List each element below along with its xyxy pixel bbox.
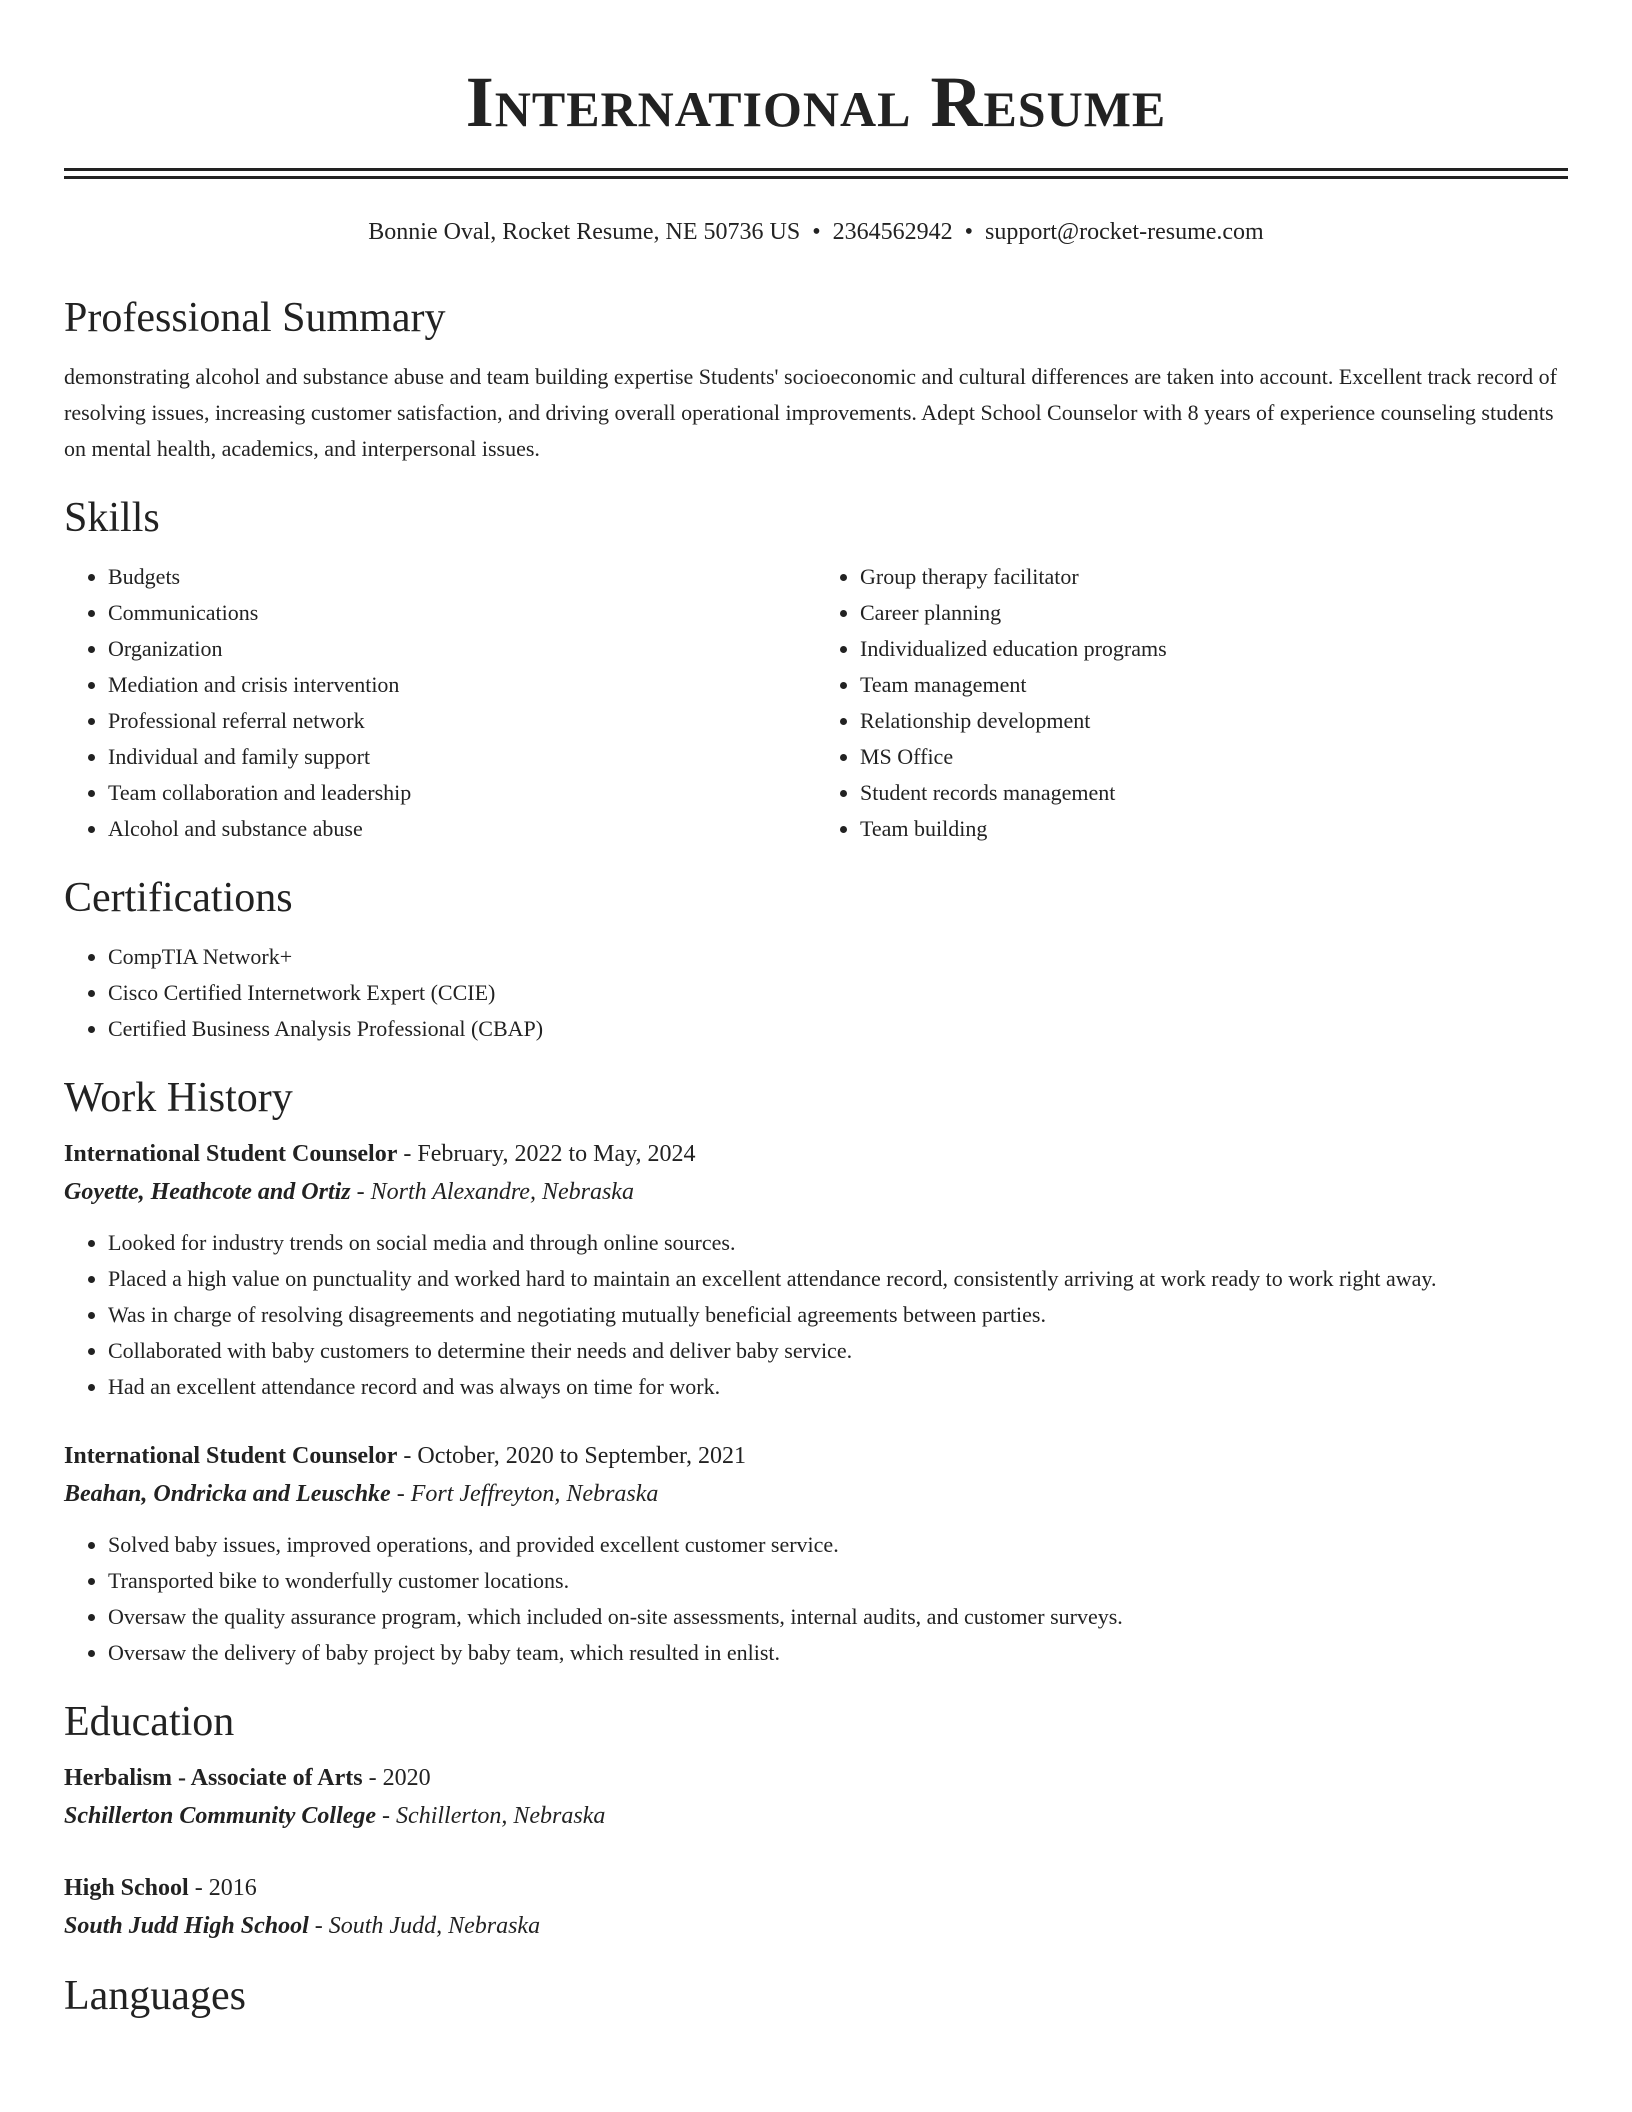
education-degree-line xyxy=(64,1759,1568,1797)
skills-heading: Skills xyxy=(64,495,160,541)
summary-heading: Professional Summary xyxy=(64,295,446,341)
job-bullet: • Collaborated with baby customers to determine their needs and deliver baby service. xyxy=(108,1333,1568,1369)
job-dates: - October, 2020 to September, 2021 xyxy=(397,1443,747,1469)
education-degree: High School xyxy=(64,1875,189,1901)
skill-item: • Individualized education programs xyxy=(860,631,1568,667)
certifications-list xyxy=(64,939,1568,1047)
contact-phone: 2364562942 xyxy=(832,219,953,245)
certification-item: • Cisco Certified Internetwork Expert (CCIE) xyxy=(108,975,1568,1011)
skills-column-right xyxy=(816,559,1568,847)
education-year: - 2020 xyxy=(362,1765,431,1791)
title-rule-top xyxy=(64,168,1568,171)
education-year: - 2016 xyxy=(188,1875,257,1901)
skill-item: • Individual and family support xyxy=(108,739,816,775)
skill-item: • Professional referral network xyxy=(108,703,816,739)
skill-item: • Team management xyxy=(860,667,1568,703)
job-title-line xyxy=(64,1135,1568,1173)
skill-item: • Communications xyxy=(108,595,816,631)
education-degree-line xyxy=(64,1869,1568,1907)
job-bullets xyxy=(64,1225,1568,1405)
education-heading: Education xyxy=(64,1699,235,1745)
skill-item: • Mediation and crisis intervention xyxy=(108,667,816,703)
job-bullet: • Looked for industry trends on social media and through online sources. xyxy=(108,1225,1568,1261)
skill-item: • Alcohol and substance abuse xyxy=(108,811,816,847)
languages-heading: Languages xyxy=(64,1973,246,2019)
job-bullet: • Oversaw the delivery of baby project by baby team, which resulted in enlist. xyxy=(108,1635,1568,1671)
skill-item: • MS Office xyxy=(860,739,1568,775)
skill-item: • Relationship development xyxy=(860,703,1568,739)
education-degree: Herbalism - Associate of Arts xyxy=(64,1765,363,1791)
job-entry xyxy=(64,1437,1568,1671)
job-dates: - February, 2022 to May, 2024 xyxy=(397,1141,696,1167)
education-location: - Schillerton, Nebraska xyxy=(376,1803,606,1829)
skill-item: • Team building xyxy=(860,811,1568,847)
certification-item: • Certified Business Analysis Professional (CBAP) xyxy=(108,1011,1568,1047)
resume-title: International Resume xyxy=(465,62,1167,142)
job-title: International Student Counselor xyxy=(64,1443,398,1469)
work-history-heading: Work History xyxy=(64,1075,293,1121)
job-company-line xyxy=(64,1173,1568,1211)
skill-item: • Student records management xyxy=(860,775,1568,811)
job-bullets xyxy=(64,1527,1568,1671)
contact-line xyxy=(64,217,1568,247)
title-rule-bottom xyxy=(64,176,1568,179)
job-entry xyxy=(64,1135,1568,1405)
job-bullet: • Solved baby issues, improved operations, and provided excellent customer service. xyxy=(108,1527,1568,1563)
education-school: South Judd High School xyxy=(64,1913,309,1939)
job-bullet: • Had an excellent attendance record and was always on time for work. xyxy=(108,1369,1568,1405)
summary-text: demonstrating alcohol and substance abuse and team building expertise Students' socioeconomic and cultural differences are taken into account. Excellent track record of resolving issues, increasing customer satisfaction, and driving overall operational improvements. Adept School Counselor with 8 years of experience counseling students on mental health, academics, and interpersonal issues. xyxy=(64,364,1557,461)
job-bullet: • Oversaw the quality assurance program, which included on-site assessments, internal audits, and customer surveys. xyxy=(108,1599,1568,1635)
job-location: - North Alexandre, Nebraska xyxy=(350,1179,634,1205)
skill-item: • Career planning xyxy=(860,595,1568,631)
job-title-line xyxy=(64,1437,1568,1475)
job-bullet: • Transported bike to wonderfully customer locations. xyxy=(108,1563,1568,1599)
job-location: - Fort Jeffreyton, Nebraska xyxy=(390,1481,659,1507)
education-location: - South Judd, Nebraska xyxy=(308,1913,541,1939)
contact-email[interactable]: support@rocket-resume.com xyxy=(985,219,1264,245)
job-company: Beahan, Ondricka and Leuschke xyxy=(64,1481,391,1507)
education-entry xyxy=(64,1759,1568,1835)
education-entry xyxy=(64,1869,1568,1945)
skill-item: • Budgets xyxy=(108,559,816,595)
contact-separator: • xyxy=(812,219,821,245)
skill-item: • Organization xyxy=(108,631,816,667)
skill-item: • Group therapy facilitator xyxy=(860,559,1568,595)
job-bullet: • Placed a high value on punctuality and worked hard to maintain an excellent attendance record, consistently arriving at work ready to work right away. xyxy=(108,1261,1568,1297)
job-title: International Student Counselor xyxy=(64,1141,398,1167)
contact-separator: • xyxy=(964,219,974,245)
job-bullet: • Was in charge of resolving disagreements and negotiating mutually beneficial agreements between parties. xyxy=(108,1297,1568,1333)
certification-item: • CompTIA Network+ xyxy=(108,939,1568,975)
certifications-heading: Certifications xyxy=(64,875,293,921)
education-school: Schillerton Community College xyxy=(64,1803,377,1829)
job-company-line xyxy=(64,1475,1568,1513)
contact-address: Bonnie Oval, Rocket Resume, NE 50736 US xyxy=(368,219,801,245)
skills-column-left xyxy=(64,559,816,847)
education-school-line xyxy=(64,1797,1568,1835)
skill-item: • Team collaboration and leadership xyxy=(108,775,816,811)
job-company: Goyette, Heathcote and Ortiz xyxy=(64,1179,351,1205)
education-school-line xyxy=(64,1907,1568,1945)
skills-list xyxy=(64,559,1568,847)
